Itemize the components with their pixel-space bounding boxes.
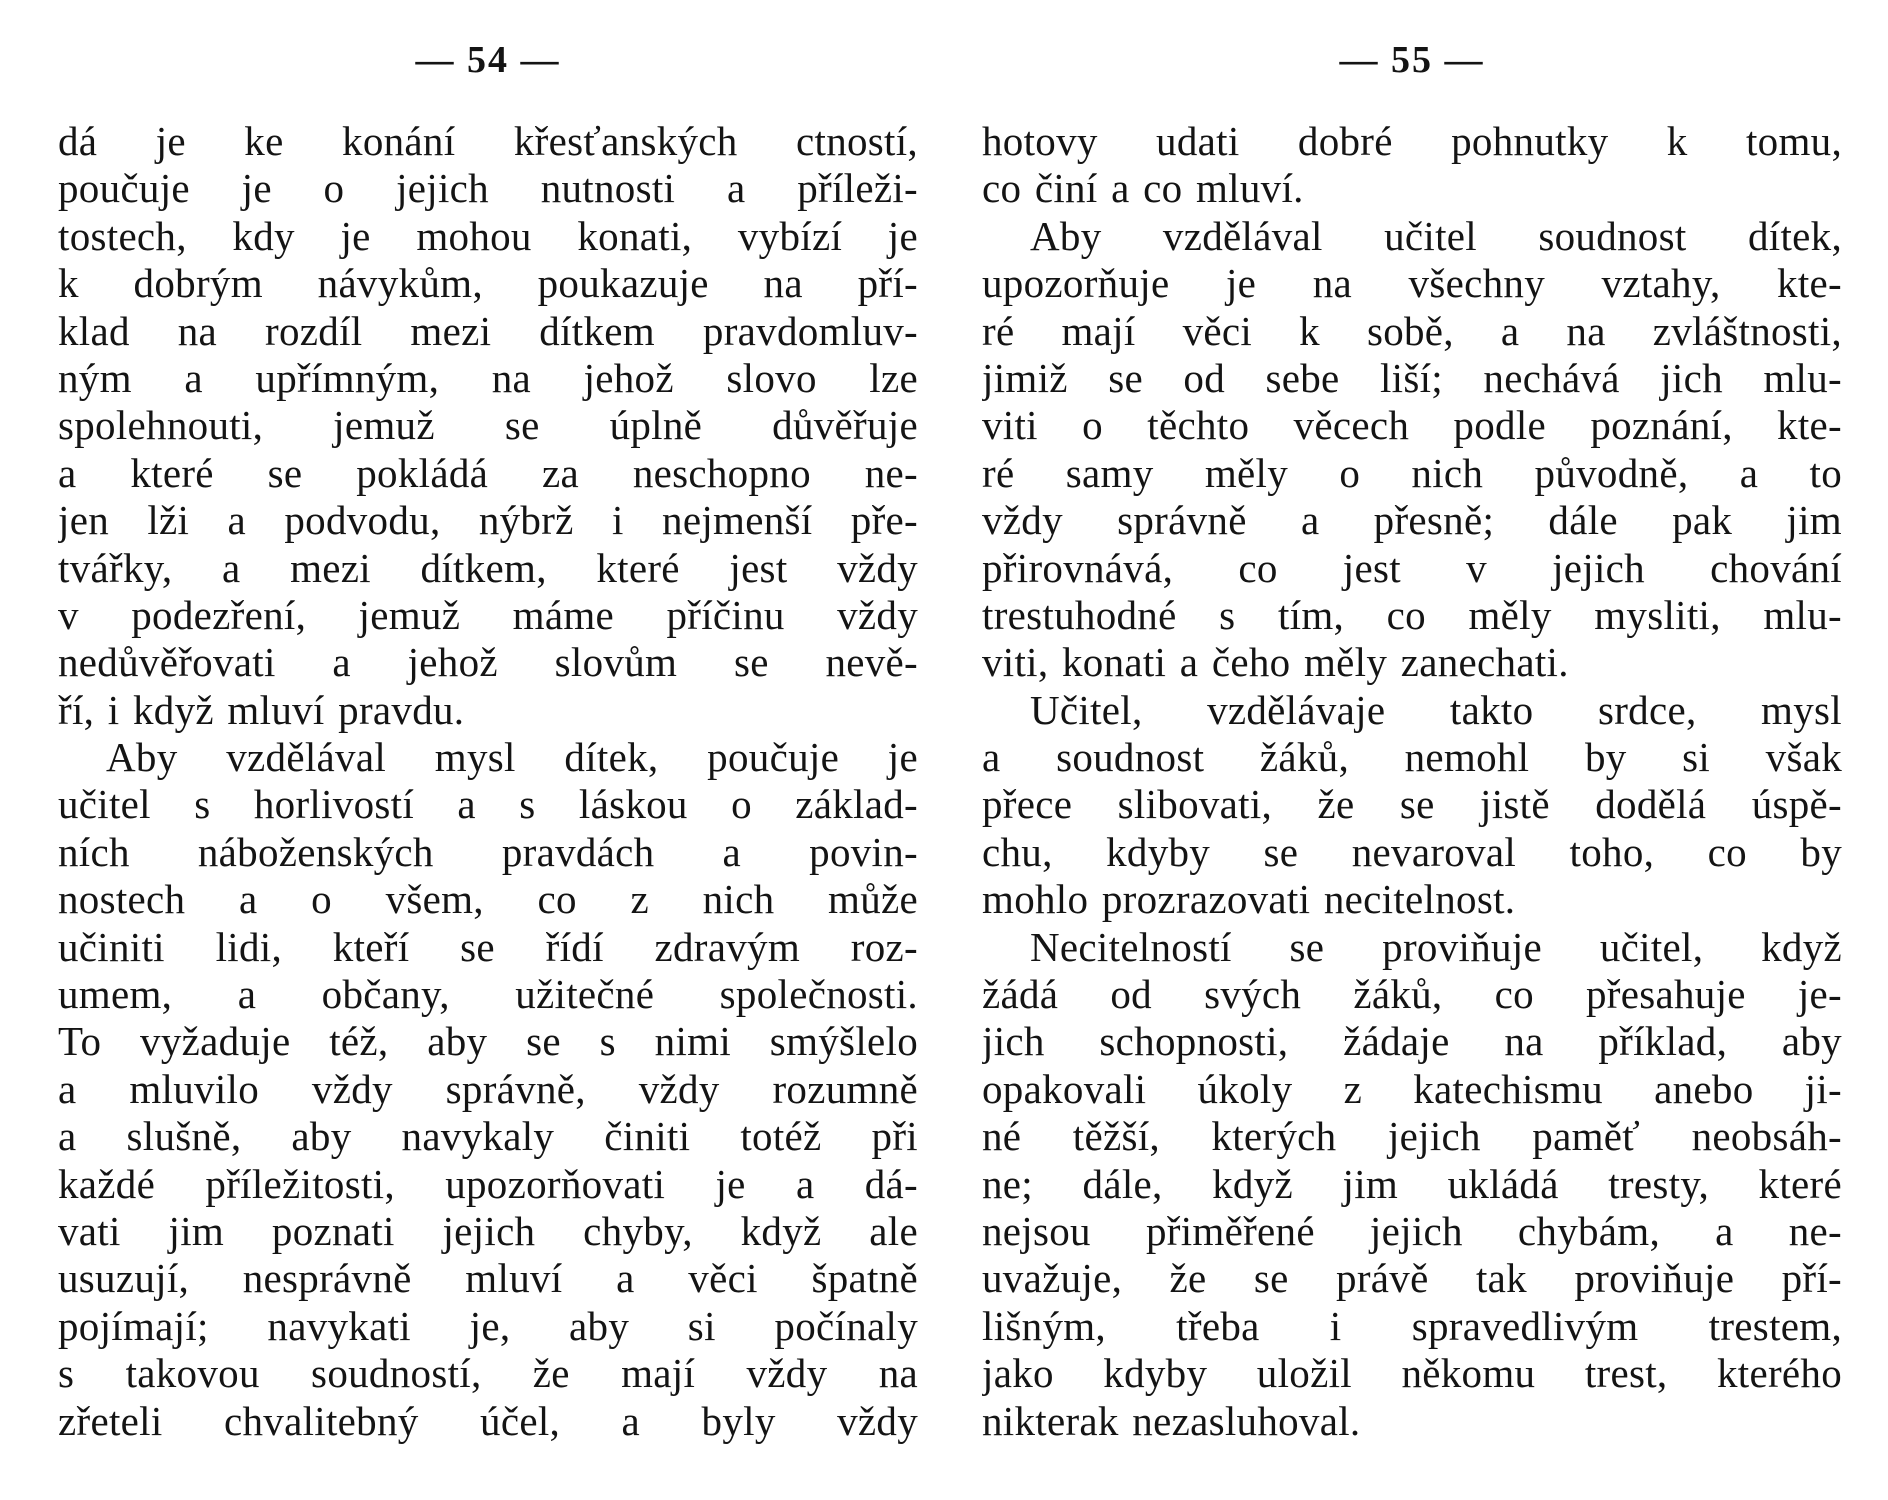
page-text xyxy=(982,118,1842,1445)
text-line: upozorňuje je na všechny vztahy, kte- xyxy=(982,260,1842,307)
text-line: To vyžaduje též, aby se s nimi smýšlelo xyxy=(58,1018,918,1065)
page-text xyxy=(58,118,918,1445)
text-line: mohlo prozrazovati necitelnost. xyxy=(982,876,1516,923)
text-line: nejsou přiměřené jejich chybám, a ne- xyxy=(982,1207,1842,1254)
text-line: trestuhodné s tím, co měly mysliti, mlu- xyxy=(982,591,1842,638)
text-line: učitel s horlivostí a s láskou o základ- xyxy=(58,781,918,828)
text-line: uvažuje, že se právě tak proviňuje pří- xyxy=(982,1255,1842,1302)
text-line: a soudnost žáků, nemohl by si však xyxy=(982,734,1842,781)
text-line: k dobrým návykům, poukazuje na pří- xyxy=(58,260,918,307)
text-line: a které se pokládá za neschopno ne- xyxy=(58,449,918,496)
text-line: jako kdyby uložil někomu trest, kterého xyxy=(982,1350,1842,1397)
text-line: spolehnouti, jemuž se úplně důvěřuje xyxy=(58,402,918,449)
text-line: viti, konati a čeho měly zanechati. xyxy=(982,639,1569,686)
text-line: jich schopnosti, žádaje na příklad, aby xyxy=(982,1018,1842,1065)
text-line: hotovy udati dobré pohnutky k tomu, xyxy=(982,118,1842,164)
text-line: Aby vzdělával učitel soudnost dítek, xyxy=(1030,212,1842,259)
text-line: nikterak nezasluhoval. xyxy=(982,1397,1361,1444)
text-line: zřeteli chvalitebný účel, a byly vždy xyxy=(58,1397,918,1444)
text-line: Necitelností se proviňuje učitel, když xyxy=(1030,923,1842,970)
text-line: co činí a co mluví. xyxy=(982,165,1304,212)
text-line: nedůvěřovati a jehož slovům se nevě- xyxy=(58,639,918,686)
text-line: každé příležitosti, upozorňovati je a dá- xyxy=(58,1160,918,1207)
text-line: Aby vzdělával mysl dítek, poučuje je xyxy=(106,734,918,781)
text-line: ré mají věci k sobě, a na zvláštnosti, xyxy=(982,307,1842,354)
text-line: tostech, kdy je mohou konati, vybízí je xyxy=(58,212,918,259)
text-line: ne; dále, když jim ukládá tresty, které xyxy=(982,1160,1842,1207)
text-line: a mluvilo vždy správně, vždy rozumně xyxy=(58,1065,918,1112)
text-line: vati jim poznati jejich chyby, když ale xyxy=(58,1207,918,1254)
page-number: — 54 — xyxy=(415,39,561,81)
text-line: ré samy měly o nich původně, a to xyxy=(982,449,1842,496)
right-page xyxy=(982,0,1842,1500)
text-line: opakovali úkoly z katechismu anebo ji- xyxy=(982,1065,1842,1112)
text-line: ních náboženských pravdách a povin- xyxy=(58,828,918,875)
text-line: né těžší, kterých jejich paměť neobsáh- xyxy=(982,1113,1842,1160)
text-line: tvářky, a mezi dítkem, které jest vždy xyxy=(58,544,918,591)
text-line: jen lži a podvodu, nýbrž i nejmenší pře- xyxy=(58,497,918,544)
text-line: přece slibovati, že se jistě dodělá úspě- xyxy=(982,781,1842,828)
text-line: umem, a občany, užitečné společnosti. xyxy=(58,971,918,1018)
text-line: dá je ke konání křesťanských ctností, xyxy=(58,118,918,164)
text-line: nostech a o všem, co z nich může xyxy=(58,876,918,923)
text-line: lišným, třeba i spravedlivým trestem, xyxy=(982,1302,1842,1349)
text-line: ří, i když mluví pravdu. xyxy=(58,686,465,733)
text-line: učiniti lidi, kteří se řídí zdravým roz- xyxy=(58,923,918,970)
text-line: usuzují, nesprávně mluví a věci špatně xyxy=(58,1255,918,1302)
text-line: viti o těchto věcech podle poznání, kte- xyxy=(982,402,1842,449)
text-line: žádá od svých žáků, co přesahuje je- xyxy=(982,971,1842,1018)
text-line: Učitel, vzdělávaje takto srdce, mysl xyxy=(1030,686,1842,733)
text-line: ným a upřímným, na jehož slovo lze xyxy=(58,354,918,401)
page-number: — 55 — xyxy=(1339,39,1485,81)
text-line: chu, kdyby se nevaroval toho, co by xyxy=(982,828,1842,875)
text-line: klad na rozdíl mezi dítkem pravdomluv- xyxy=(58,307,918,354)
text-line: jimiž se od sebe liší; nechává jich mlu- xyxy=(982,354,1842,401)
text-line: s takovou soudností, že mají vždy na xyxy=(58,1350,918,1397)
left-page xyxy=(58,0,918,1500)
text-line: pojímají; navykati je, aby si počínaly xyxy=(58,1302,918,1349)
text-line: a slušně, aby navykaly činiti totéž při xyxy=(58,1113,918,1160)
text-line: přirovnává, co jest v jejich chování xyxy=(982,544,1842,591)
text-line: v podezření, jemuž máme příčinu vždy xyxy=(58,591,918,638)
text-line: poučuje je o jejich nutnosti a příleži- xyxy=(58,165,918,212)
text-line: vždy správně a přesně; dále pak jim xyxy=(982,497,1842,544)
